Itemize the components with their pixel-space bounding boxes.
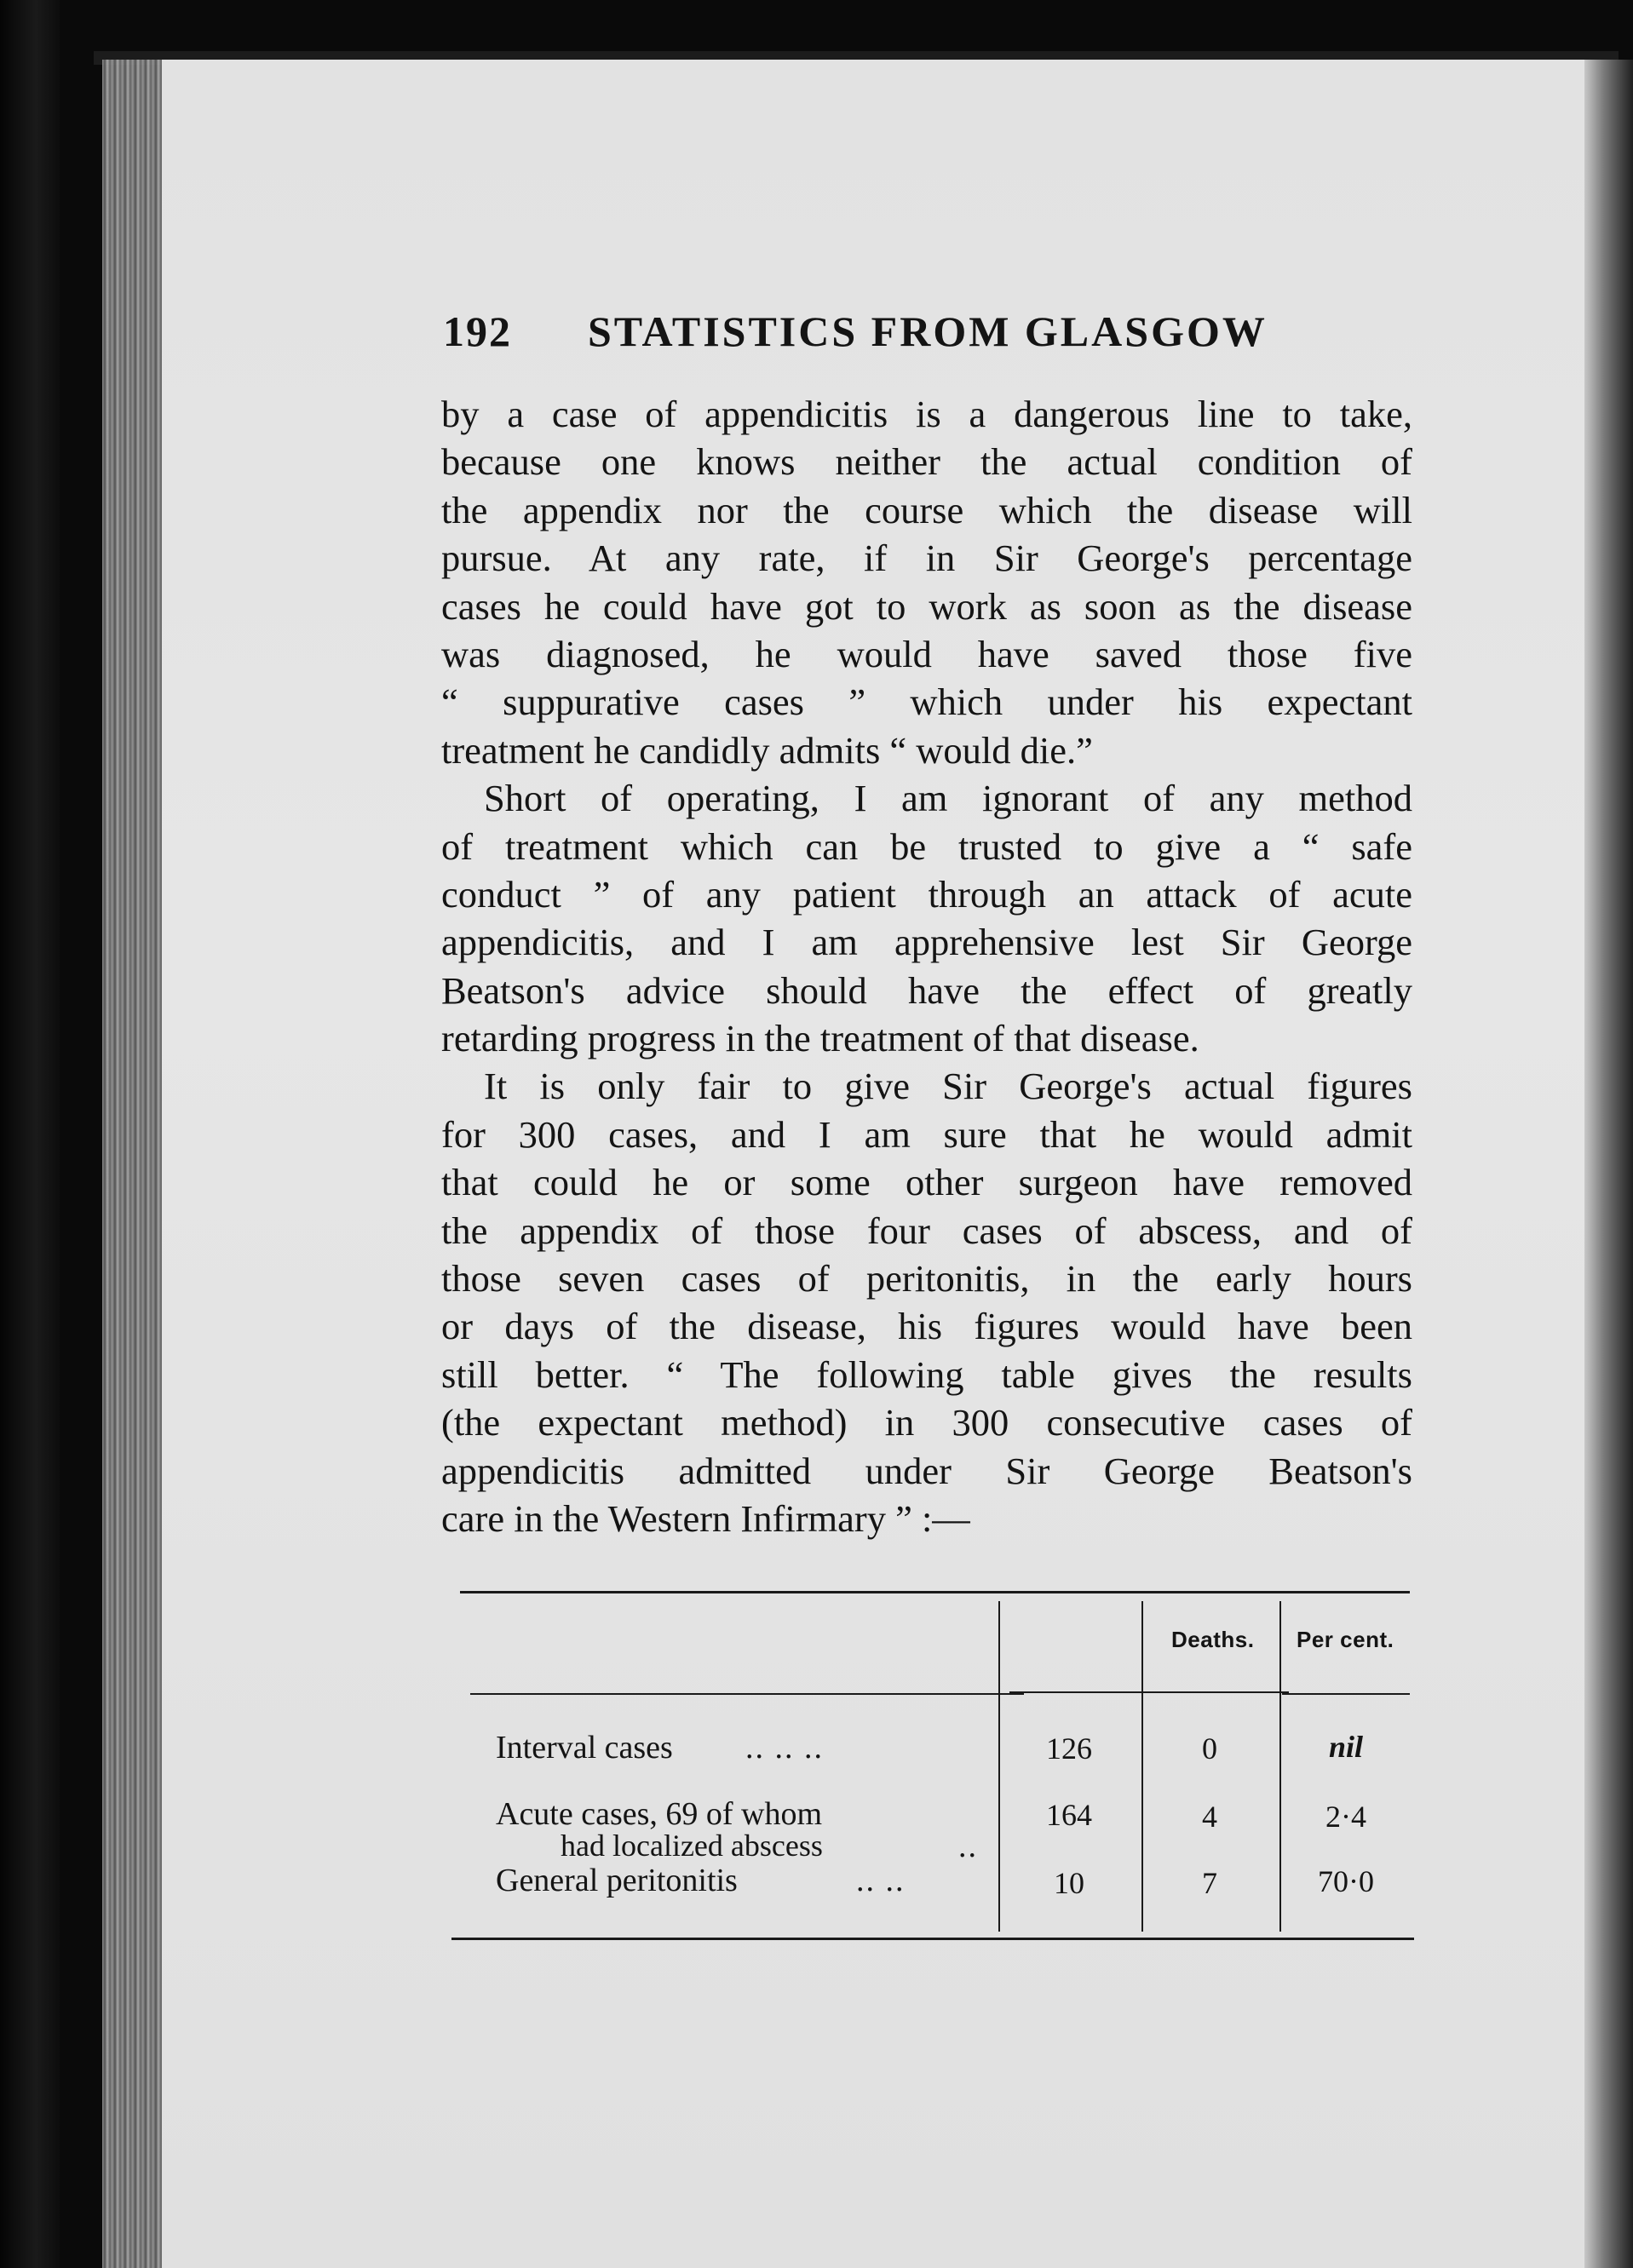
row-percent: 70·0	[1318, 1864, 1374, 1898]
text-line: for 300 cases, and I am sure that he would admit	[441, 1112, 1412, 1156]
text-line: pursue. At any rate, if in Sir George's percentage	[441, 537, 1412, 580]
text-line: retarding progress in the treatment of that disease.	[441, 1017, 1199, 1060]
text-line: was diagnosed, he would have saved those five	[441, 632, 1412, 675]
results-table	[460, 1584, 1414, 1959]
row-label: General peritonitis	[496, 1863, 738, 1898]
leader-dots: ..	[958, 1829, 978, 1864]
table-top-rule	[460, 1591, 1410, 1593]
row-percent: 2·4	[1325, 1800, 1366, 1834]
text-line: that could he or some other surgeon have removed	[441, 1161, 1412, 1204]
table-header-rule	[1009, 1691, 1159, 1693]
body-text	[441, 390, 1412, 1542]
text-line: (the expectant method) in 300 consecutive cases of	[441, 1401, 1412, 1444]
row-percent: nil	[1328, 1730, 1364, 1764]
running-title: STATISTICS FROM GLASGOW	[588, 307, 1268, 355]
leader-dots: .. .. ..	[745, 1730, 824, 1766]
table-bottom-rule	[451, 1938, 1414, 1940]
table-header-rule	[1148, 1691, 1289, 1693]
text-line: treatment he candidly admits “ would die.”	[441, 728, 1093, 772]
row-deaths: 4	[1202, 1800, 1217, 1834]
running-head	[443, 307, 1423, 375]
text-line: It is only fair to give Sir George's actual figures	[484, 1065, 1412, 1108]
table-header-rule	[470, 1693, 1024, 1695]
column-divider	[1141, 1601, 1143, 1932]
row-count: 10	[1054, 1866, 1084, 1900]
row-label: Acute cases, 69 of whom	[496, 1796, 823, 1832]
stacked-page-edges	[102, 60, 170, 2268]
row-label-continuation: had localized abscess	[561, 1829, 823, 1863]
text-line: appendicitis admitted under Sir George Beatson's	[441, 1449, 1412, 1492]
text-line: the appendix nor the course which the disease will	[441, 488, 1412, 531]
row-deaths: 7	[1202, 1866, 1217, 1900]
leader-dots: .. ..	[856, 1863, 906, 1898]
text-line: Beatson's advice should have the effect of greatly	[441, 968, 1412, 1012]
text-line: Short of operating, I am ignorant of any method	[484, 777, 1412, 820]
text-line: conduct ” of any patient through an attack of acute	[441, 872, 1412, 916]
table-header-rule	[1282, 1693, 1410, 1695]
text-line: appendicitis, and I am apprehensive lest Sir George	[441, 921, 1412, 964]
text-line: the appendix of those four cases of abscess, and of	[441, 1209, 1412, 1252]
page-gutter-shadow	[1584, 60, 1633, 2268]
text-line: “ suppurative cases ” which under his expectant	[441, 680, 1412, 724]
text-line: by a case of appendicitis is a dangerous line to take,	[441, 393, 1412, 435]
text-line: because one knows neither the actual condition of	[441, 440, 1412, 484]
text-line: of treatment which can be trusted to give a “ safe	[441, 824, 1412, 868]
text-line: cases he could have got to work as soon as the disease	[441, 584, 1412, 628]
column-divider	[1279, 1601, 1281, 1932]
header-percent: Per cent.	[1297, 1627, 1394, 1652]
column-divider	[998, 1601, 1000, 1932]
page-number: 192	[443, 307, 512, 355]
row-count: 164	[1046, 1798, 1092, 1832]
header-deaths: Deaths.	[1171, 1627, 1255, 1652]
text-line: those seven cases of peritonitis, in the early hours	[441, 1257, 1412, 1301]
row-count: 126	[1046, 1731, 1092, 1766]
row-label: Interval cases	[496, 1730, 673, 1766]
text-line: still better. “ The following table gives the results	[441, 1352, 1412, 1396]
row-deaths: 0	[1202, 1731, 1217, 1766]
text-line: care in the Western Infirmary ” :—	[441, 1496, 970, 1540]
scan-background-left	[0, 0, 60, 2268]
text-line: or days of the disease, his figures would have been	[441, 1305, 1412, 1348]
